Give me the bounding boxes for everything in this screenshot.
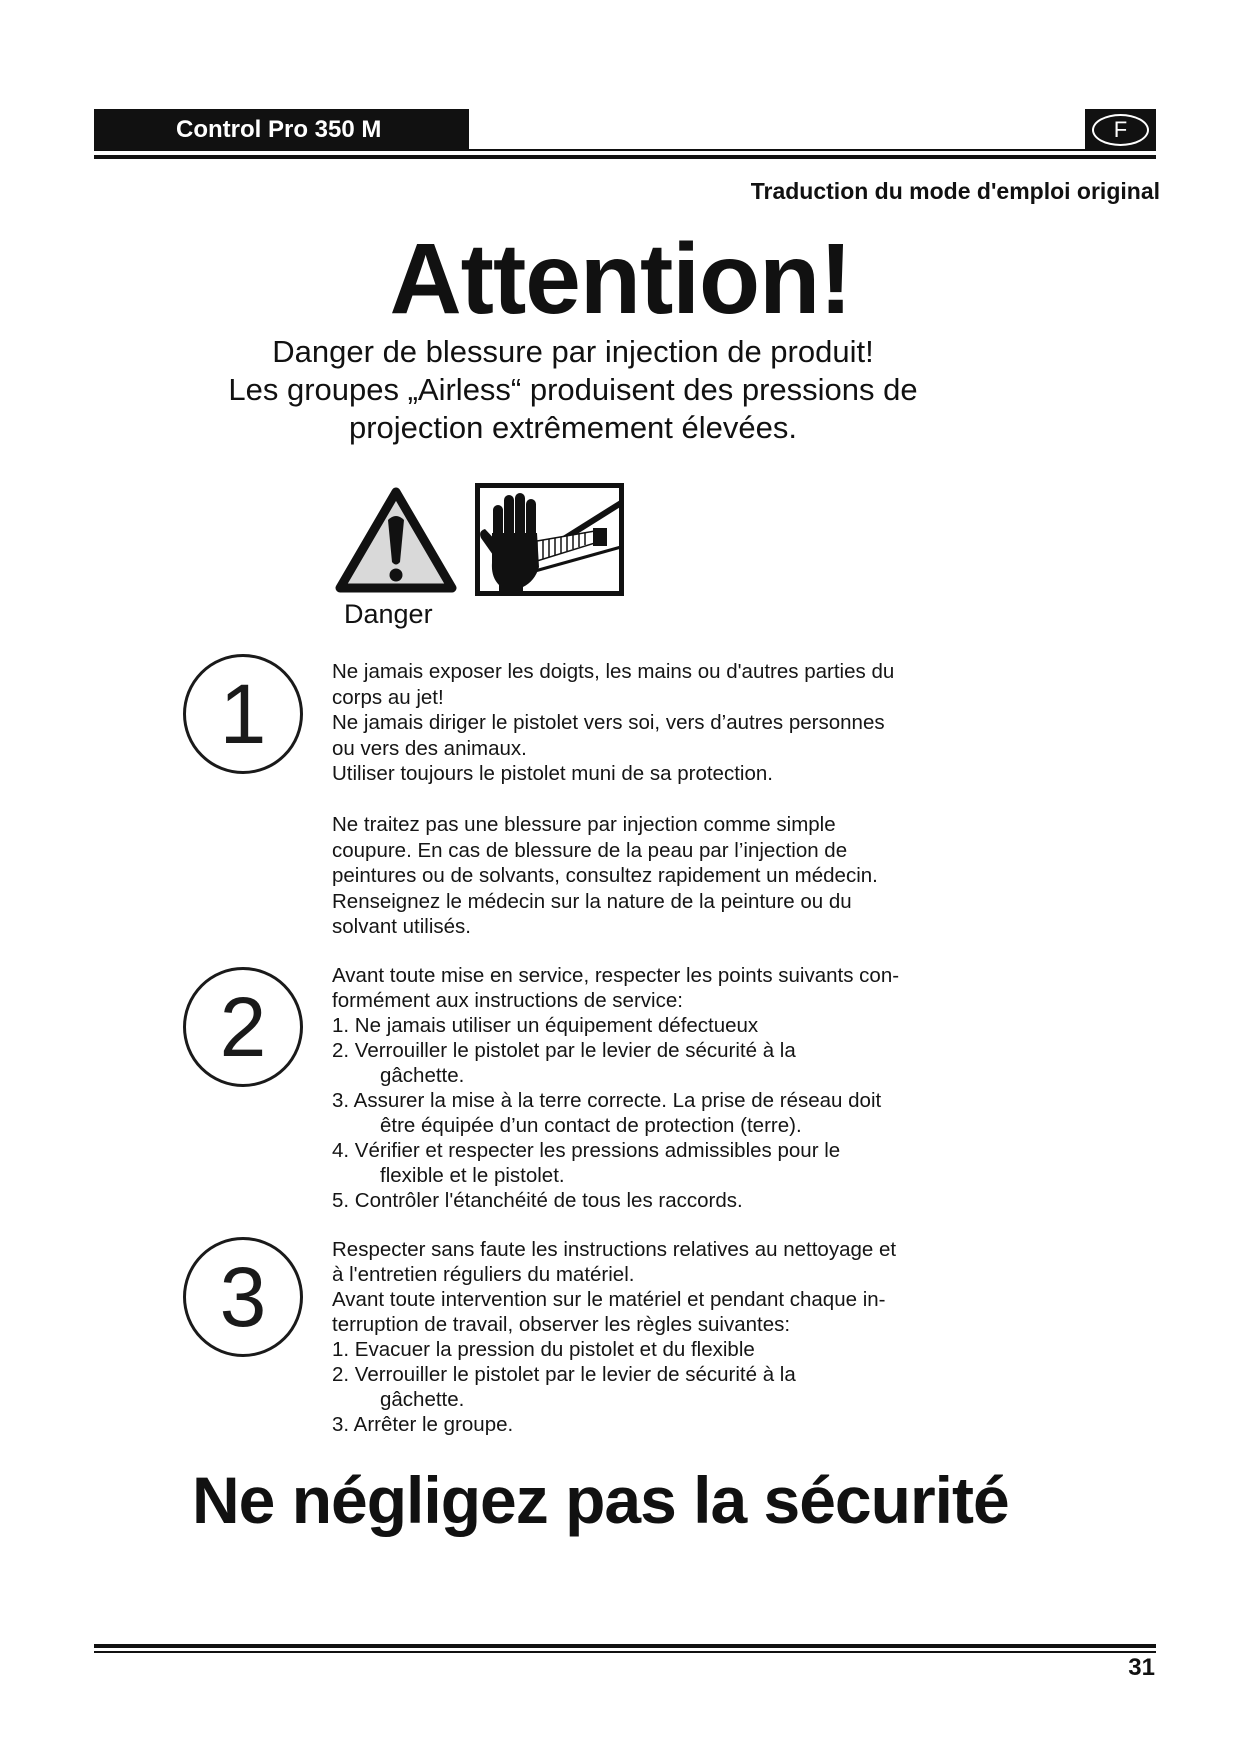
header-rule-thin <box>469 149 1085 151</box>
text-line: Renseignez le médecin sur la nature de la peinture ou du <box>332 889 852 913</box>
text-line: ou vers des animaux. <box>332 736 527 760</box>
section-1-text <box>332 659 894 940</box>
text-line: Utiliser toujours le pistolet muni de sa protection. <box>332 762 773 785</box>
page-title: Attention! <box>389 223 852 335</box>
list-item-continuation: gâchette. <box>380 1064 465 1087</box>
danger-label: Danger <box>344 599 433 629</box>
paragraph-gap <box>332 787 894 813</box>
list-item: 3. Arrêter le groupe. <box>332 1413 514 1436</box>
document-subtitle: Traduction du mode d'emploi original <box>750 178 1160 204</box>
warning-line: projection extrêmement élevées. <box>348 410 797 445</box>
language-badge <box>1085 109 1156 151</box>
list-item: 4. Vérifier et respecter les pressions admissibles pour le <box>332 1139 841 1162</box>
page-number: 31 <box>1128 1654 1155 1681</box>
text-line: solvant utilisés. <box>332 915 472 938</box>
section-number-1: 1 <box>183 654 303 774</box>
text-line: Ne traitez pas une blessure par injection comme simple <box>332 813 836 836</box>
language-code: F <box>1092 114 1149 146</box>
text-line: Respecter sans faute les instructions relatives au nettoyage et <box>332 1238 897 1261</box>
safety-slogan: Ne négligez pas la sécurité <box>192 1463 1009 1537</box>
section-number-2: 2 <box>183 967 303 1087</box>
text-line: coupure. En cas de blessure de la peau par l’injection de <box>332 838 848 862</box>
warning-triangle-icon <box>333 483 459 596</box>
text-line: Ne jamais exposer les doigts, les mains ou d'autres parties du <box>332 660 895 683</box>
text-line: Avant toute mise en service, respecter les points suivants con- <box>332 964 900 987</box>
text-line: formément aux instructions de service: <box>332 989 683 1012</box>
hand-injection-icon <box>475 483 624 596</box>
list-item: 5. Contrôler l'étanchéité de tous les raccords. <box>332 1189 743 1212</box>
list-item: 2. Verrouiller le pistolet par le levier de sécurité à la <box>332 1039 796 1062</box>
section-2-text <box>332 963 899 1213</box>
warning-line: Danger de blessure par injection de produit! <box>272 334 874 369</box>
warning-line: Les groupes „Airless“ produisent des pressions de <box>228 372 918 407</box>
list-item: 2. Verrouiller le pistolet par le levier de sécurité à la <box>332 1363 796 1386</box>
text-line: peintures ou de solvants, consultez rapidement un médecin. <box>332 864 878 887</box>
footer-rule-thick <box>94 1644 1156 1648</box>
footer-rule-thin <box>94 1651 1156 1653</box>
list-item: 3. Assurer la mise à la terre correcte. La prise de réseau doit <box>332 1089 882 1112</box>
section-number-3: 3 <box>183 1237 303 1357</box>
section-3-text <box>332 1237 896 1437</box>
list-item: 1. Ne jamais utiliser un équipement défectueux <box>332 1014 759 1037</box>
text-line: Avant toute intervention sur le matériel et pendant chaque in- <box>332 1288 886 1311</box>
text-line: corps au jet! <box>332 685 444 709</box>
list-item-continuation: gâchette. <box>380 1388 465 1411</box>
text-line: Ne jamais diriger le pistolet vers soi, vers d’autres personnes <box>332 711 885 734</box>
list-item-continuation: être équipée d’un contact de protection (terre). <box>380 1114 802 1137</box>
model-title: Control Pro 350 M <box>176 116 382 143</box>
list-item-continuation: flexible et le pistolet. <box>380 1164 565 1187</box>
text-line: terruption de travail, observer les règles suivantes: <box>332 1313 791 1336</box>
warning-statement <box>200 333 946 447</box>
list-item: 1. Evacuer la pression du pistolet et du flexible <box>332 1338 755 1361</box>
header-rule-thick <box>94 155 1156 159</box>
text-line: à l'entretien réguliers du matériel. <box>332 1263 635 1286</box>
